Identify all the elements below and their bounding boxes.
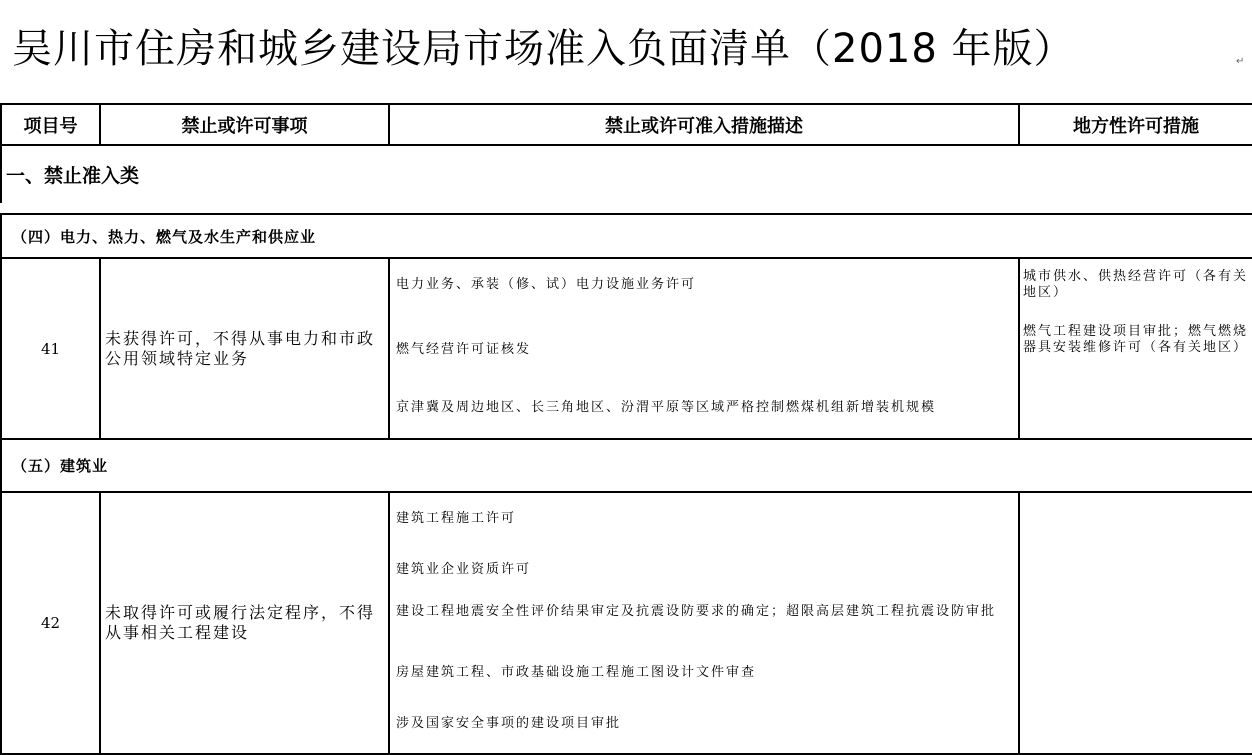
table-row xyxy=(1,492,1252,754)
group-row xyxy=(1,214,1252,258)
row-number: 42 xyxy=(1,492,100,754)
description-item: 建设工程地震安全性评价结果审定及抗震设防要求的确定；超限高层建筑工程抗震设防审批 xyxy=(396,604,997,619)
list-body-table xyxy=(0,213,1252,755)
section-row xyxy=(1,145,1252,203)
row-number: 41 xyxy=(1,258,100,439)
local-measure-item: 燃气工程建设项目审批；燃气燃烧器具安装维修许可（各有关地区） xyxy=(1023,324,1249,355)
group-label: （四）电力、热力、燃气及水生产和供应业 xyxy=(1,214,1252,258)
header-item: 禁止或许可事项 xyxy=(100,104,389,145)
header-project-number: 项目号 xyxy=(1,104,100,145)
page-title: 吴川市住房和城乡建设局市场准入负面清单（2018 年版） xyxy=(12,26,1075,72)
group-label: （五）建筑业 xyxy=(1,439,1252,492)
row-descriptions xyxy=(389,258,1019,439)
description-item: 建筑业企业资质许可 xyxy=(396,562,532,577)
description-item: 京津冀及周边地区、长三角地区、汾渭平原等区域严格控制燃煤机组新增装机规模 xyxy=(396,400,937,415)
header-row xyxy=(1,104,1252,145)
description-item: 电力业务、承装（修、试）电力设施业务许可 xyxy=(396,277,697,292)
header-local-measures: 地方性许可措施 xyxy=(1019,104,1252,145)
row-descriptions xyxy=(389,492,1019,754)
description-item: 涉及国家安全事项的建设项目审批 xyxy=(396,716,622,731)
row-local-measures xyxy=(1019,492,1252,754)
list-header-table xyxy=(0,103,1252,203)
table-row xyxy=(1,258,1252,439)
row-item: 未取得许可或履行法定程序，不得从事相关工程建设 xyxy=(100,492,389,754)
section-label: 一、禁止准入类 xyxy=(1,145,1252,203)
header-description: 禁止或许可准入措施描述 xyxy=(389,104,1019,145)
description-item: 燃气经营许可证核发 xyxy=(396,342,532,357)
row-local-measures xyxy=(1019,258,1252,439)
description-item: 房屋建筑工程、市政基础设施工程施工图设计文件审查 xyxy=(396,665,757,680)
group-row xyxy=(1,439,1252,492)
row-item: 未获得许可，不得从事电力和市政公用领域特定业务 xyxy=(100,258,389,439)
paragraph-mark: ↵ xyxy=(1236,56,1245,67)
description-item: 建筑工程施工许可 xyxy=(396,511,517,526)
local-measure-item: 城市供水、供热经营许可（各有关地区） xyxy=(1023,269,1249,300)
